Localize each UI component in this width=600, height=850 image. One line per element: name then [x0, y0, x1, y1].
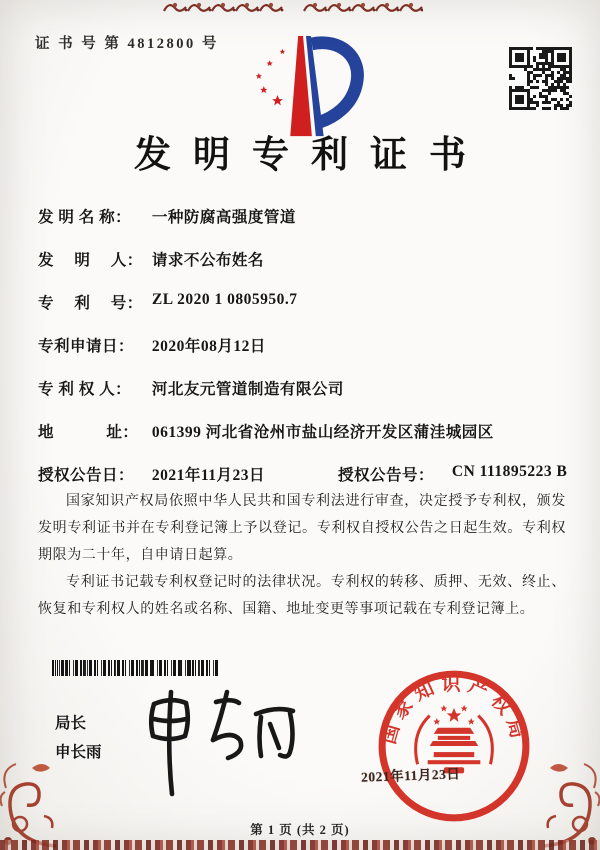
- legal-text: [38, 488, 566, 623]
- certificate-number: 证 书 号 第 4812800 号: [35, 36, 219, 52]
- bottom-border-ornament: [0, 840, 600, 850]
- field-label: 地 址：: [38, 424, 139, 441]
- field-value: 一种防腐高强度管道: [151, 209, 296, 226]
- field-inventor: [38, 248, 570, 269]
- field-list: [38, 205, 570, 506]
- qr-code: [509, 47, 572, 110]
- page-title: 发明专利证书: [134, 135, 488, 176]
- director-title: 局长: [55, 715, 87, 732]
- field-label: 专 利 号：: [38, 295, 143, 312]
- seal-agency-text: 国家知识产权局: [378, 674, 530, 747]
- field-value: ZL 2020 1 0805950.7: [151, 291, 298, 308]
- director-signature-icon: [128, 686, 313, 804]
- legal-paragraph-1: 国家知识产权局依照中华人民共和国专利法进行审查，决定授予专利权，颁发发明专利证书并在专利登记簿上予以登记。专利权自授权公告之日起生效。专利权期限为二十年，自申请日起算。: [38, 494, 566, 563]
- page-number: 第 1 页 (共 2 页): [250, 823, 350, 837]
- field-label: 发 明 人：: [38, 252, 143, 269]
- top-border-ornament-icon: [163, 0, 423, 15]
- field-value: CN 111895223 B: [451, 463, 568, 480]
- corner-ornament-right-icon: [540, 758, 600, 850]
- field-label: 授权公告日：: [38, 467, 135, 484]
- director-name: 申长雨: [55, 743, 102, 761]
- field-address: [38, 420, 570, 441]
- field-label: 专 利 权 人：: [38, 381, 132, 398]
- seal-date: 2021年11月23日: [360, 766, 461, 785]
- field-value: 061399 河北省沧州市盐山经济开发区蒲洼城园区: [151, 424, 494, 441]
- field-label: 发 明 名 称：: [38, 209, 132, 226]
- director-block: [55, 716, 102, 760]
- field-invention-name: [38, 205, 570, 226]
- field-filing-date: [38, 334, 570, 355]
- field-patent-number: [38, 291, 570, 312]
- field-value: 请求不公布姓名: [151, 252, 264, 269]
- field-label: 专利申请日：: [38, 338, 135, 355]
- field-grant-date: [38, 463, 338, 484]
- corner-ornament-left-icon: [0, 758, 60, 850]
- field-grant-row: [38, 463, 570, 484]
- barcode-icon: [52, 660, 218, 676]
- field-value: 2021年11月23日: [151, 467, 266, 484]
- field-patentee: [38, 377, 570, 398]
- field-label: 授权公告号：: [338, 467, 435, 484]
- legal-paragraph-2: 专利证书记载专利权登记时的法律状况。专利权的转移、质押、无效、终止、恢复和专利权人的姓名或名称、国籍、地址变更等事项记载在专利登记簿上。: [38, 575, 566, 617]
- field-value: 河北友元管道制造有限公司: [151, 381, 344, 398]
- field-gazette-number: [338, 463, 567, 484]
- field-value: 2020年08月12日: [151, 338, 266, 355]
- official-seal-icon: [373, 665, 535, 827]
